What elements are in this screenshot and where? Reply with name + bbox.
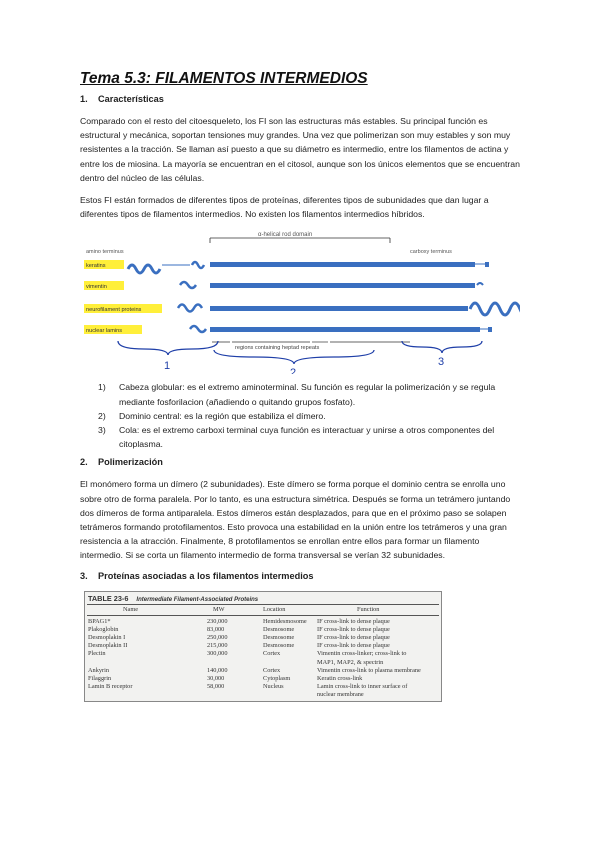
table-cell: Cortex <box>263 666 281 674</box>
neurofilament-rod <box>210 306 468 311</box>
table-rule-top <box>87 604 439 605</box>
lamin-rod <box>210 327 480 332</box>
table-cell: Keratin cross-link <box>317 675 363 683</box>
table-title <box>88 594 258 603</box>
table-cell: Cytoplasm <box>263 675 291 683</box>
list-text: Cabeza globular: es el extremo aminoterminal. Su función es regular la polimerización y se regula mediante fosforilacion (añadiendo o quitando grupos fosfato). <box>119 382 496 407</box>
section-label: Polimerización <box>98 457 163 468</box>
keratin-head-coil <box>128 265 160 273</box>
table-cell: IF cross-link to dense plaque <box>317 617 390 625</box>
carboxy-label: carboxy terminus <box>410 249 452 256</box>
row-label-lamins: nuclear lamins <box>86 328 123 335</box>
brace-3 <box>402 341 482 353</box>
table-cell: 215,000 <box>207 642 228 650</box>
list-text: Cola: es el extremo carboxi terminal cuya función es interactuar y unirse a otros componentes del citoplasma. <box>119 425 495 450</box>
header-location: Location <box>263 605 286 613</box>
table-cell: IF cross-link to dense plaque <box>317 625 390 633</box>
neurofilament-head <box>178 305 202 312</box>
table-cell: Ankyrin <box>88 666 109 674</box>
table-cell: MAP1, MAP2, & spectrin <box>317 658 384 666</box>
table-cell: Plakoglobin <box>88 625 119 633</box>
section-number: 3. <box>80 570 88 581</box>
section-heading-2 <box>80 457 520 467</box>
table-cell: Hemidesmosome <box>263 617 307 625</box>
table-cell: 58,000 <box>207 683 225 691</box>
table-cell: Desmoplakin II <box>88 642 128 650</box>
table-cell: Nucleus <box>263 683 284 691</box>
table-cell: IF cross-link to dense plaque <box>317 634 390 642</box>
section-number: 1. <box>80 94 88 104</box>
marker-1: 1 <box>164 360 171 373</box>
table-cell: Vimentin cross-linker; cross-link to <box>317 650 407 658</box>
table-cell: 300,000 <box>207 650 228 658</box>
row-label-vimentin: vimentin <box>86 284 107 291</box>
table-cell: Desmosome <box>263 634 295 642</box>
intermediate-filament-diagram <box>80 229 520 374</box>
keratin-tail <box>485 262 489 267</box>
header-name: Name <box>123 605 139 613</box>
list-item <box>80 409 520 423</box>
section-number: 2. <box>80 457 88 468</box>
paragraph-tipos: Estos FI están formados de diferentes tipos de proteínas, diferentes tipos de subunidades que dan lugar a diferentes tipos de filamentos intermedios. No existen los filamentos intermedios híbridos. <box>80 195 489 220</box>
diagram-svg <box>80 229 520 374</box>
proteins-table <box>84 591 442 702</box>
amino-label: amino terminus <box>86 249 124 256</box>
table-number: TABLE 23-6 <box>88 593 129 603</box>
rod-label: α-helical rod domain <box>258 232 313 239</box>
table-cell: 250,000 <box>207 634 228 642</box>
table-cell: Vimentin cross-link to plasma membrane <box>317 666 421 674</box>
table-cell: 140,000 <box>207 666 228 674</box>
vimentin-tail <box>477 283 483 285</box>
marker-2: 2 <box>290 367 297 375</box>
table-cell: nuclear membrane <box>317 691 364 699</box>
header-function: Function <box>357 605 380 613</box>
table-cell: Desmosome <box>263 625 295 633</box>
list-number: 2) <box>98 410 106 421</box>
keratin-rod <box>210 262 475 267</box>
vimentin-rod <box>210 283 475 288</box>
table-cell: 30,000 <box>207 675 225 683</box>
vimentin-head <box>180 282 196 288</box>
list-number: 1) <box>98 382 106 393</box>
document-page <box>80 70 520 702</box>
section-heading-1 <box>80 94 520 104</box>
section-label: Proteínas asociadas a los filamentos intermedios <box>98 570 314 581</box>
lamin-tail <box>488 327 492 332</box>
regions-label: regions containing heptad repeats <box>235 345 320 352</box>
row-label-neurofilament: neurofilament proteins <box>86 307 142 314</box>
table-cell: Cortex <box>263 650 281 658</box>
table-cell: Lamin cross-link to inner surface of <box>317 683 408 691</box>
paragraph-caracteristicas: Comparado con el resto del citoesqueleto, los FI son las estructuras más estables. Su principal función es estructural y mecánica, soportan tensiones muy grandes. Una vez que polimerizan son muy estables y son muy resistentes a la tracción. Se llaman así puesto a que su diámetro es intermedio, entre los filamentos de actina y entre los de miosina. La mayoría se encuentran en el citosol, aunque son los únicos elementos que se encuentran dentro del núcleo de las células. <box>80 116 520 183</box>
table-cell: Filaggrin <box>88 675 112 683</box>
table-cell: 230,000 <box>207 617 228 625</box>
page-title: Tema 5.3: FILAMENTOS INTERMEDIOS <box>80 70 368 87</box>
section-heading-3 <box>80 571 520 581</box>
brace-2 <box>214 350 374 364</box>
table-subtitle: Intermediate Filament-Associated Proteins <box>136 596 259 603</box>
brace-1 <box>118 341 218 355</box>
table-cell: Plectin <box>88 650 106 658</box>
domain-list <box>80 380 520 451</box>
table-cell: BPAG1* <box>88 617 111 625</box>
list-number: 3) <box>98 425 106 436</box>
table-cell: Lamin B receptor <box>88 683 133 691</box>
table-cell: IF cross-link to dense plaque <box>317 642 390 650</box>
table-cell: Desmosome <box>263 642 295 650</box>
table-cell: 83,000 <box>207 625 225 633</box>
neurofilament-tail-coil <box>470 303 520 315</box>
paragraph-polimerizacion: El monómero forma un dímero (2 subunidades). Este dímero se forma porque el dominio centra se enrolla uno sobre otro de forma paralela. Por lo tanto, es una estructura simétrica. Después se forma un tetrámero juntando dos dímeros de forma antiparalela. Estos dímeros están desplazados, para que en el próximo paso se solapen tetrámeros formando protofilamentos. Esto provoca una estabilidad en la unión entre los tetrámeros y una gran resistencia a la atracción. Finalmente, 8 protofilamentos se enrollan entre ellos para formar un filamento intermedio. Si se corta un filamento intermedio de forma transversal se verían 32 subunidades. <box>80 479 511 561</box>
list-item <box>80 423 520 451</box>
section-label: Características <box>98 94 164 104</box>
marker-3: 3 <box>438 356 445 369</box>
row-label-keratins: keratins <box>86 263 106 270</box>
header-mw: MW <box>213 605 225 613</box>
list-item <box>80 380 520 408</box>
table-cell: Desmoplakin I <box>88 634 126 642</box>
table-rule-header <box>87 615 439 616</box>
lamin-head <box>190 326 206 332</box>
keratin-head-small <box>192 262 204 268</box>
list-text: Dominio central: es la región que estabiliza el dímero. <box>119 410 326 421</box>
